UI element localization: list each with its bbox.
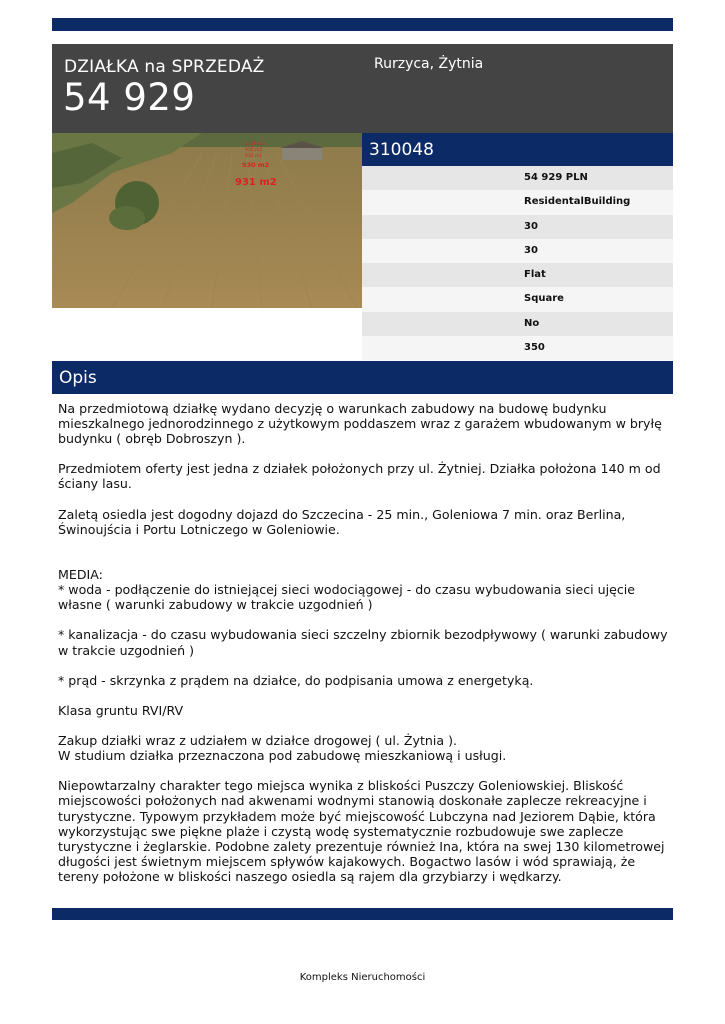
property-value: 350 — [524, 342, 545, 354]
description-paragraph: * prąd - skrzynka z prądem na działce, do podpisania umowa z energetyką. — [58, 672, 534, 688]
description-paragraph: W studium działka przeznaczona pod zabudowę mieszkaniową i usługi. — [58, 748, 507, 764]
property-row — [362, 239, 673, 263]
listing-location: Rurzyca, Żytnia — [374, 56, 484, 72]
photo-label-2: 930 m2 — [245, 148, 263, 153]
description-body — [58, 401, 668, 899]
property-row — [362, 263, 673, 287]
footer-company: Kompleks Nieruchomości — [299, 972, 426, 983]
listing-type-label: DZIAŁKA na SPRZEDAŻ — [64, 57, 265, 77]
property-value: No — [524, 317, 540, 329]
top-accent-bar — [52, 18, 673, 31]
description-paragraph: Niepowtarzalny charakter tego miejsca wynika z bliskości Puszczy Goleniowskiej. Bliskość miejscowości położonych nad akwenami wodnymi stanowią doskonałe zaplecze rekreacyjne i turystyczne. Typowym przykładem może być miejscowość Lubczyna nad Jeziorem Dąbie, która wykorzystując swe piękne plaże i czystą wodę systematycznie rozbudowuje swe zaplecze turystyczne i żeglarskie. Podobne zalety prezentuje również Ina, która na swej 130 kilometrowej długości jest świetnym miejscem spływów kajakowych. Bogactwo lasów i wód sprawiają, że tereny położone w bliskości naszego osiedla są rajem dla grzybiarzy i wędkarzy. — [58, 778, 665, 884]
description-paragraph: Zaletą osiedla jest dogodny dojazd do Szczecina - 25 min., Goleniowa 7 min. oraz Berlina, Świnoujścia i Portu Lotniczego w Goleniowie. — [58, 506, 626, 537]
property-row — [362, 215, 673, 239]
property-details-table — [362, 166, 673, 360]
description-paragraph: Na przedmiotową działkę wydano decyzję o warunkach zabudowy na budowę budynku mieszkalnego jednorodzinnego z użytkowym poddaszem wraz z garażem wbudowanym w bryłę budynku ( obręb Dobroszyn ). — [58, 401, 662, 447]
property-value: 30 — [524, 220, 538, 232]
photo-label-3: 935 m2 — [245, 154, 263, 159]
listing-id: 310048 — [369, 140, 434, 160]
property-value: Square — [524, 293, 564, 305]
photo-label-4: 930 m2 — [242, 161, 270, 169]
listing-id-bar — [362, 133, 673, 166]
photo-label-1: 1128 m2 — [245, 142, 266, 147]
description-paragraph: * kanalizacja - do czasu wybudowania sieci szczelny zbiornik bezodpływowy ( warunki zabudowy w trakcie uzgodnień ) — [58, 627, 668, 658]
listing-price: 54 929 — [63, 76, 196, 119]
description-header — [52, 361, 673, 394]
property-row — [362, 287, 673, 311]
property-value: 54 929 PLN — [524, 172, 588, 183]
property-value: ResidentalBuilding — [524, 196, 631, 208]
description-paragraph: Zakup działki wraz z udziałem w działce drogowej ( ul. Żytnia ). — [58, 733, 458, 749]
property-row — [362, 336, 673, 360]
description-paragraph: Klasa gruntu RVI/RV — [58, 702, 184, 718]
property-value: Flat — [524, 269, 546, 281]
media-title: MEDIA: — [58, 567, 103, 583]
photo-label-5: 931 m2 — [235, 177, 277, 188]
property-row — [362, 312, 673, 336]
listing-header — [52, 44, 673, 133]
description-paragraph: * woda - podłączenie do istniejącej sieci wodociągowej - do czasu wybudowania sieci ujęcie własne ( warunki zabudowy w trakcie uzgodnień ) — [58, 582, 636, 613]
bottom-accent-bar — [52, 908, 673, 920]
property-photo — [52, 133, 362, 308]
description-title: Opis — [59, 368, 97, 388]
property-row — [362, 190, 673, 214]
description-paragraph: Przedmiotem oferty jest jedna z działek położonych przy ul. Żytniej. Działka położona 140 m od ściany lasu. — [58, 461, 661, 492]
property-value: 30 — [524, 244, 538, 256]
property-row — [362, 166, 673, 190]
